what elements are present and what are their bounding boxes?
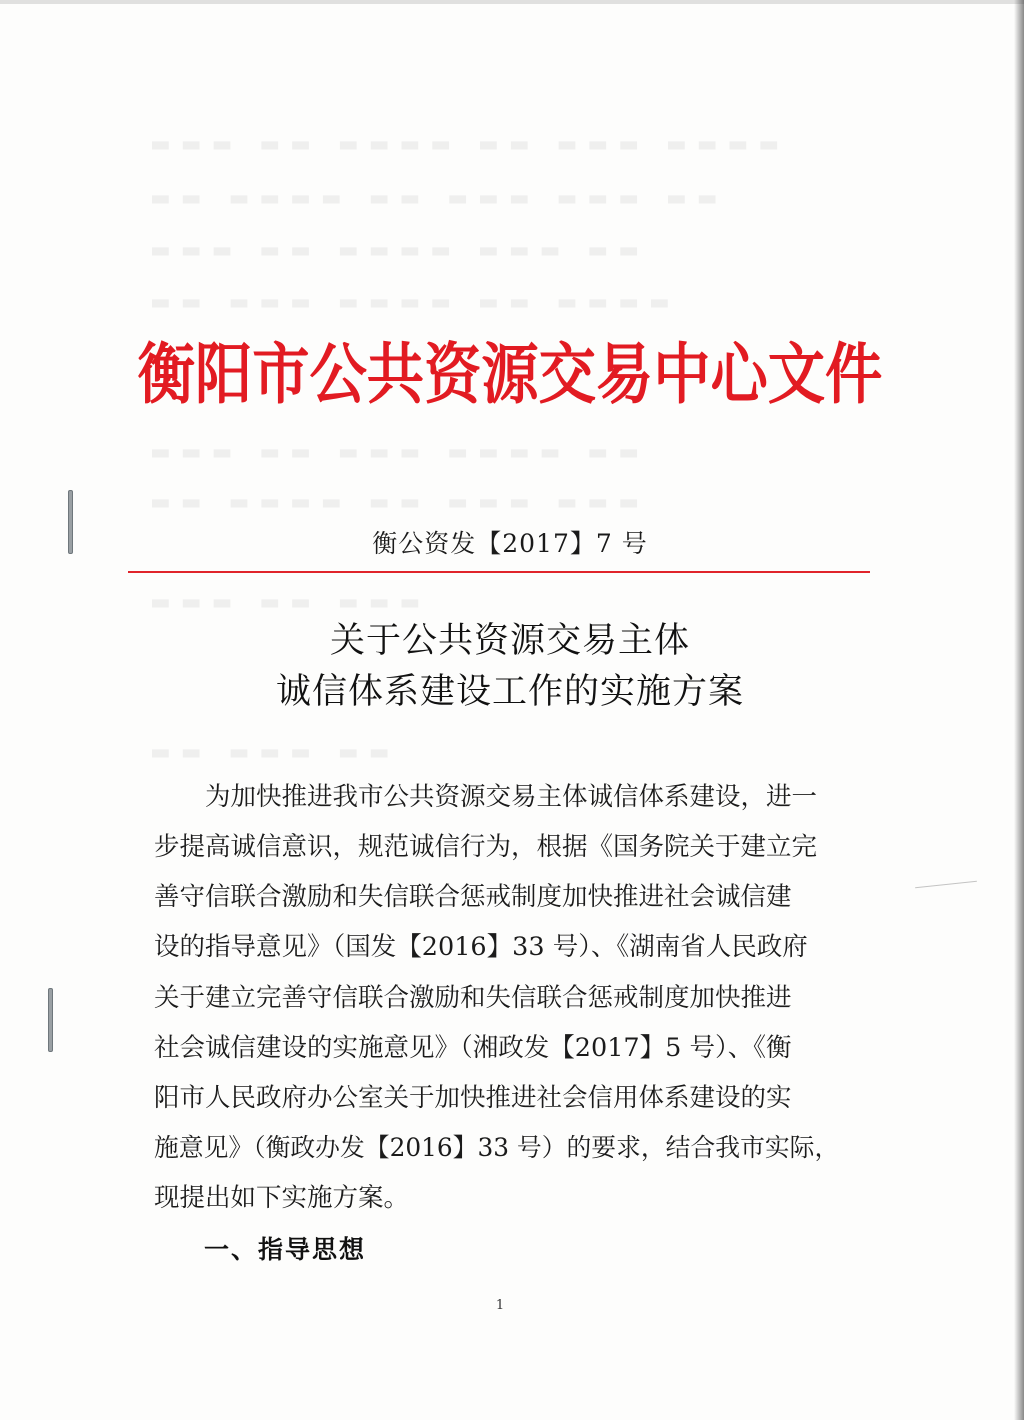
document-title-line-1: 关于公共资源交易主体 <box>329 621 690 661</box>
show-through-shadow: ▬▬ ▬▬▬ ▬▬ <box>150 740 400 765</box>
show-through-shadow: ▬▬▬ ▬▬ ▬▬▬ <box>150 590 431 615</box>
body-text-line: 步提高诚信意识，规范诚信行为，根据《国务院关于建立完 <box>154 832 818 862</box>
red-separator-rule <box>128 571 870 573</box>
scan-top-shadow <box>0 0 1024 4</box>
show-through-shadow: ▬▬ ▬▬▬ ▬▬▬▬ ▬▬ ▬▬▬▬ <box>150 290 680 315</box>
show-through-shadow: ▬▬▬ ▬▬ ▬▬▬▬ ▬▬▬ ▬▬ <box>150 238 649 263</box>
body-text-line: 善守信联合激励和失信联合惩戒制度加快推进社会诚信建 <box>154 882 792 912</box>
body-text-line: 设的指导意见》（国发【2016】33 号）、《湖南省人民政府 <box>154 932 808 962</box>
body-text-line: 为加快推进我市公共资源交易主体诚信体系建设，进一 <box>154 782 818 812</box>
body-text-line: 社会诚信建设的实施意见》（湘政发【2017】5 号）、《衡 <box>154 1033 792 1063</box>
staple-mark <box>48 988 53 1052</box>
show-through-shadow: ▬▬▬ ▬▬ ▬▬▬ ▬▬▬▬ ▬▬ <box>150 440 649 465</box>
page-number: 1 <box>495 1298 505 1313</box>
body-text-line: 施意见》（衡政办发【2016】33 号）的要求，结合我市实际， <box>154 1133 840 1162</box>
show-through-shadow: ▬▬▬ ▬▬ ▬▬▬▬ ▬▬ ▬▬▬ ▬▬▬▬ <box>150 132 790 157</box>
document-masthead: 衡阳市公共资源交易中心文件 <box>137 335 883 413</box>
body-text-line: 阳市人民政府办公室关于加快推进社会信用体系建设的实 <box>154 1083 792 1113</box>
staple-mark <box>68 490 73 554</box>
document-number: 衡公资发【2017】7 号 <box>372 529 648 558</box>
body-text-line: 关于建立完善守信联合激励和失信联合惩戒制度加快推进 <box>154 983 792 1013</box>
document-title-line-2: 诚信体系建设工作的实施方案 <box>275 672 744 712</box>
show-through-shadow: ▬▬ ▬▬▬▬ ▬▬ ▬▬▬ ▬▬▬ ▬▬ <box>150 186 728 211</box>
show-through-shadow: ▬▬ ▬▬▬▬ ▬▬ ▬▬▬ ▬▬▬ <box>150 490 649 515</box>
scan-right-edge-shadow <box>1014 0 1024 1420</box>
section-heading: 一、指导思想 <box>204 1235 367 1264</box>
pencil-stroke <box>915 881 977 888</box>
body-text-line: 现提出如下实施方案。 <box>154 1183 410 1213</box>
